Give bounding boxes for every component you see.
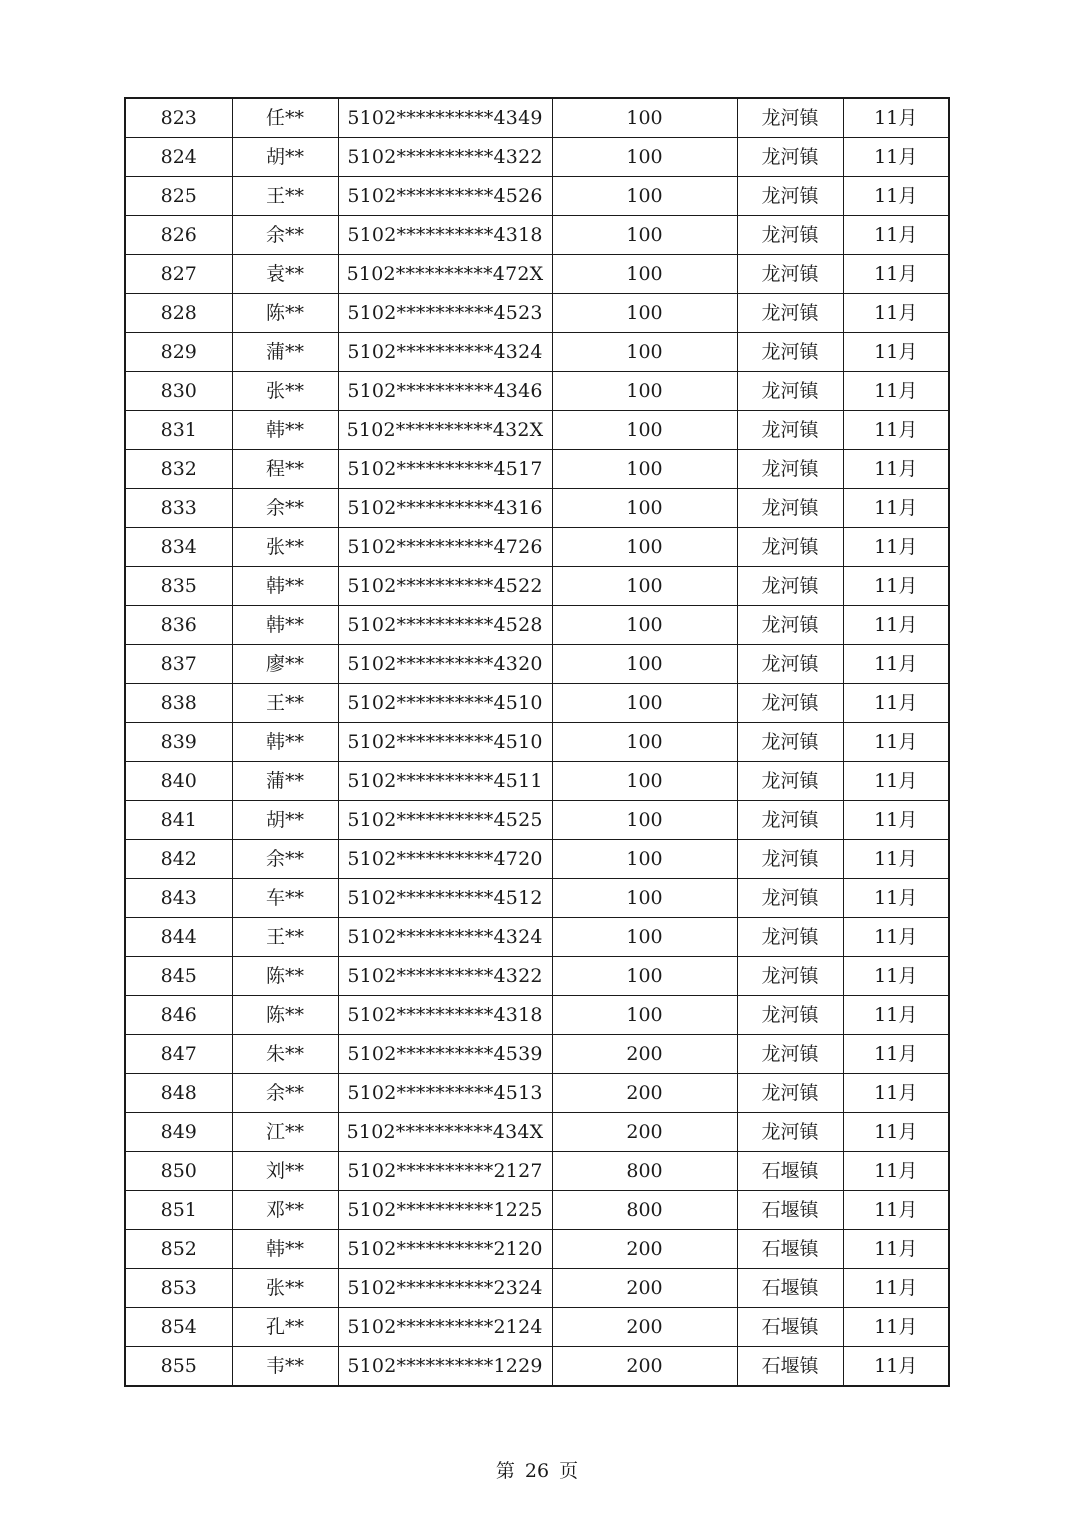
name-cell: 胡** <box>232 138 338 177</box>
table-row <box>125 489 949 528</box>
town-cell: 石堰镇 <box>737 1152 843 1191</box>
id-number-cell: 5102**********4517 <box>338 450 552 489</box>
town-cell: 龙河镇 <box>737 177 843 216</box>
row-number-cell: 842 <box>125 840 232 879</box>
id-number-cell: 5102**********4322 <box>338 957 552 996</box>
amount-cell: 200 <box>552 1347 737 1387</box>
name-cell: 张** <box>232 372 338 411</box>
id-number-cell: 5102**********4522 <box>338 567 552 606</box>
name-cell: 胡** <box>232 801 338 840</box>
name-cell: 韩** <box>232 606 338 645</box>
name-cell: 余** <box>232 216 338 255</box>
amount-cell: 200 <box>552 1308 737 1347</box>
name-cell: 蒲** <box>232 333 338 372</box>
id-number-cell: 5102**********434X <box>338 1113 552 1152</box>
id-number-cell: 5102**********2127 <box>338 1152 552 1191</box>
town-cell: 龙河镇 <box>737 98 843 138</box>
row-number-cell: 824 <box>125 138 232 177</box>
month-cell: 11月 <box>843 1152 949 1191</box>
town-cell: 龙河镇 <box>737 762 843 801</box>
page-number: 26 <box>524 1460 550 1482</box>
amount-cell: 100 <box>552 879 737 918</box>
month-cell: 11月 <box>843 1347 949 1387</box>
id-number-cell: 5102**********4324 <box>338 333 552 372</box>
id-number-cell: 5102**********2120 <box>338 1230 552 1269</box>
table-row <box>125 1347 949 1387</box>
town-cell: 龙河镇 <box>737 1035 843 1074</box>
name-cell: 张** <box>232 1269 338 1308</box>
name-cell: 余** <box>232 489 338 528</box>
row-number-cell: 835 <box>125 567 232 606</box>
name-cell: 蒲** <box>232 762 338 801</box>
amount-cell: 100 <box>552 840 737 879</box>
roster-table <box>124 97 950 1387</box>
table-row <box>125 138 949 177</box>
amount-cell: 100 <box>552 450 737 489</box>
row-number-cell: 848 <box>125 1074 232 1113</box>
table-row <box>125 762 949 801</box>
amount-cell: 100 <box>552 723 737 762</box>
month-cell: 11月 <box>843 606 949 645</box>
name-cell: 王** <box>232 918 338 957</box>
row-number-cell: 846 <box>125 996 232 1035</box>
table-row <box>125 801 949 840</box>
roster-table-body <box>125 98 949 1386</box>
id-number-cell: 5102**********432X <box>338 411 552 450</box>
page-footer <box>0 1456 1074 1483</box>
town-cell: 龙河镇 <box>737 528 843 567</box>
table-row <box>125 996 949 1035</box>
row-number-cell: 823 <box>125 98 232 138</box>
name-cell: 袁** <box>232 255 338 294</box>
name-cell: 韩** <box>232 1230 338 1269</box>
row-number-cell: 844 <box>125 918 232 957</box>
month-cell: 11月 <box>843 216 949 255</box>
month-cell: 11月 <box>843 996 949 1035</box>
row-number-cell: 828 <box>125 294 232 333</box>
amount-cell: 100 <box>552 372 737 411</box>
amount-cell: 200 <box>552 1230 737 1269</box>
table-row <box>125 294 949 333</box>
month-cell: 11月 <box>843 98 949 138</box>
month-cell: 11月 <box>843 645 949 684</box>
table-row <box>125 645 949 684</box>
name-cell: 余** <box>232 840 338 879</box>
town-cell: 龙河镇 <box>737 606 843 645</box>
table-row <box>125 1308 949 1347</box>
name-cell: 陈** <box>232 957 338 996</box>
id-number-cell: 5102**********1229 <box>338 1347 552 1387</box>
row-number-cell: 847 <box>125 1035 232 1074</box>
row-number-cell: 843 <box>125 879 232 918</box>
row-number-cell: 830 <box>125 372 232 411</box>
name-cell: 任** <box>232 98 338 138</box>
name-cell: 朱** <box>232 1035 338 1074</box>
town-cell: 龙河镇 <box>737 489 843 528</box>
month-cell: 11月 <box>843 1113 949 1152</box>
row-number-cell: 831 <box>125 411 232 450</box>
id-number-cell: 5102**********4318 <box>338 216 552 255</box>
id-number-cell: 5102**********4539 <box>338 1035 552 1074</box>
page-footer-suffix: 页 <box>559 1460 579 1482</box>
town-cell: 石堰镇 <box>737 1191 843 1230</box>
table-row <box>125 372 949 411</box>
row-number-cell: 826 <box>125 216 232 255</box>
name-cell: 孔** <box>232 1308 338 1347</box>
row-number-cell: 840 <box>125 762 232 801</box>
amount-cell: 100 <box>552 98 737 138</box>
town-cell: 龙河镇 <box>737 1074 843 1113</box>
name-cell: 韩** <box>232 723 338 762</box>
id-number-cell: 5102**********4510 <box>338 684 552 723</box>
row-number-cell: 845 <box>125 957 232 996</box>
row-number-cell: 832 <box>125 450 232 489</box>
town-cell: 龙河镇 <box>737 801 843 840</box>
month-cell: 11月 <box>843 450 949 489</box>
month-cell: 11月 <box>843 528 949 567</box>
town-cell: 石堰镇 <box>737 1347 843 1387</box>
row-number-cell: 839 <box>125 723 232 762</box>
month-cell: 11月 <box>843 1269 949 1308</box>
id-number-cell: 5102**********4513 <box>338 1074 552 1113</box>
month-cell: 11月 <box>843 801 949 840</box>
table-row <box>125 1269 949 1308</box>
town-cell: 龙河镇 <box>737 996 843 1035</box>
name-cell: 陈** <box>232 996 338 1035</box>
row-number-cell: 841 <box>125 801 232 840</box>
table-row <box>125 333 949 372</box>
amount-cell: 100 <box>552 333 737 372</box>
town-cell: 龙河镇 <box>737 450 843 489</box>
month-cell: 11月 <box>843 879 949 918</box>
table-row <box>125 177 949 216</box>
table-row <box>125 1191 949 1230</box>
amount-cell: 100 <box>552 801 737 840</box>
month-cell: 11月 <box>843 957 949 996</box>
id-number-cell: 5102**********4528 <box>338 606 552 645</box>
amount-cell: 100 <box>552 957 737 996</box>
row-number-cell: 825 <box>125 177 232 216</box>
month-cell: 11月 <box>843 255 949 294</box>
name-cell: 余** <box>232 1074 338 1113</box>
table-row <box>125 957 949 996</box>
amount-cell: 100 <box>552 762 737 801</box>
town-cell: 龙河镇 <box>737 333 843 372</box>
amount-cell: 100 <box>552 294 737 333</box>
table-row <box>125 1152 949 1191</box>
amount-cell: 200 <box>552 1074 737 1113</box>
month-cell: 11月 <box>843 489 949 528</box>
amount-cell: 100 <box>552 918 737 957</box>
row-number-cell: 854 <box>125 1308 232 1347</box>
row-number-cell: 834 <box>125 528 232 567</box>
month-cell: 11月 <box>843 918 949 957</box>
month-cell: 11月 <box>843 1230 949 1269</box>
amount-cell: 200 <box>552 1269 737 1308</box>
row-number-cell: 833 <box>125 489 232 528</box>
town-cell: 龙河镇 <box>737 957 843 996</box>
name-cell: 江** <box>232 1113 338 1152</box>
month-cell: 11月 <box>843 567 949 606</box>
id-number-cell: 5102**********4322 <box>338 138 552 177</box>
row-number-cell: 852 <box>125 1230 232 1269</box>
month-cell: 11月 <box>843 1074 949 1113</box>
town-cell: 龙河镇 <box>737 840 843 879</box>
id-number-cell: 5102**********2124 <box>338 1308 552 1347</box>
amount-cell: 100 <box>552 255 737 294</box>
amount-cell: 100 <box>552 216 737 255</box>
table-row <box>125 528 949 567</box>
amount-cell: 200 <box>552 1113 737 1152</box>
name-cell: 王** <box>232 177 338 216</box>
name-cell: 廖** <box>232 645 338 684</box>
amount-cell: 100 <box>552 177 737 216</box>
town-cell: 龙河镇 <box>737 216 843 255</box>
id-number-cell: 5102**********4525 <box>338 801 552 840</box>
town-cell: 石堰镇 <box>737 1308 843 1347</box>
amount-cell: 100 <box>552 411 737 450</box>
id-number-cell: 5102**********4510 <box>338 723 552 762</box>
id-number-cell: 5102**********1225 <box>338 1191 552 1230</box>
town-cell: 龙河镇 <box>737 138 843 177</box>
name-cell: 邓** <box>232 1191 338 1230</box>
town-cell: 龙河镇 <box>737 294 843 333</box>
month-cell: 11月 <box>843 372 949 411</box>
name-cell: 王** <box>232 684 338 723</box>
amount-cell: 800 <box>552 1191 737 1230</box>
id-number-cell: 5102**********4512 <box>338 879 552 918</box>
id-number-cell: 5102**********472X <box>338 255 552 294</box>
amount-cell: 100 <box>552 489 737 528</box>
row-number-cell: 829 <box>125 333 232 372</box>
town-cell: 龙河镇 <box>737 645 843 684</box>
amount-cell: 100 <box>552 567 737 606</box>
table-row <box>125 723 949 762</box>
town-cell: 龙河镇 <box>737 567 843 606</box>
month-cell: 11月 <box>843 177 949 216</box>
amount-cell: 100 <box>552 996 737 1035</box>
name-cell: 刘** <box>232 1152 338 1191</box>
month-cell: 11月 <box>843 684 949 723</box>
id-number-cell: 5102**********4511 <box>338 762 552 801</box>
id-number-cell: 5102**********4318 <box>338 996 552 1035</box>
table-row <box>125 567 949 606</box>
table-row <box>125 918 949 957</box>
table-row <box>125 450 949 489</box>
page-footer-prefix: 第 <box>495 1460 515 1482</box>
month-cell: 11月 <box>843 840 949 879</box>
row-number-cell: 849 <box>125 1113 232 1152</box>
table-row <box>125 411 949 450</box>
row-number-cell: 855 <box>125 1347 232 1387</box>
table-row <box>125 1113 949 1152</box>
id-number-cell: 5102**********4316 <box>338 489 552 528</box>
amount-cell: 100 <box>552 684 737 723</box>
town-cell: 石堰镇 <box>737 1269 843 1308</box>
table-row <box>125 1230 949 1269</box>
row-number-cell: 838 <box>125 684 232 723</box>
town-cell: 石堰镇 <box>737 1230 843 1269</box>
row-number-cell: 850 <box>125 1152 232 1191</box>
table-row <box>125 684 949 723</box>
table-row <box>125 879 949 918</box>
id-number-cell: 5102**********4349 <box>338 98 552 138</box>
amount-cell: 100 <box>552 528 737 567</box>
month-cell: 11月 <box>843 294 949 333</box>
row-number-cell: 851 <box>125 1191 232 1230</box>
name-cell: 车** <box>232 879 338 918</box>
table-row <box>125 1035 949 1074</box>
id-number-cell: 5102**********4523 <box>338 294 552 333</box>
id-number-cell: 5102**********4526 <box>338 177 552 216</box>
town-cell: 龙河镇 <box>737 411 843 450</box>
month-cell: 11月 <box>843 723 949 762</box>
id-number-cell: 5102**********2324 <box>338 1269 552 1308</box>
town-cell: 龙河镇 <box>737 918 843 957</box>
name-cell: 韩** <box>232 567 338 606</box>
row-number-cell: 853 <box>125 1269 232 1308</box>
amount-cell: 100 <box>552 645 737 684</box>
name-cell: 张** <box>232 528 338 567</box>
id-number-cell: 5102**********4726 <box>338 528 552 567</box>
row-number-cell: 837 <box>125 645 232 684</box>
name-cell: 韦** <box>232 1347 338 1387</box>
month-cell: 11月 <box>843 762 949 801</box>
amount-cell: 100 <box>552 606 737 645</box>
table-row <box>125 1074 949 1113</box>
table-row <box>125 216 949 255</box>
amount-cell: 200 <box>552 1035 737 1074</box>
id-number-cell: 5102**********4346 <box>338 372 552 411</box>
month-cell: 11月 <box>843 1308 949 1347</box>
town-cell: 龙河镇 <box>737 372 843 411</box>
row-number-cell: 827 <box>125 255 232 294</box>
month-cell: 11月 <box>843 138 949 177</box>
table-row <box>125 606 949 645</box>
row-number-cell: 836 <box>125 606 232 645</box>
town-cell: 龙河镇 <box>737 255 843 294</box>
id-number-cell: 5102**********4720 <box>338 840 552 879</box>
town-cell: 龙河镇 <box>737 1113 843 1152</box>
name-cell: 韩** <box>232 411 338 450</box>
month-cell: 11月 <box>843 333 949 372</box>
town-cell: 龙河镇 <box>737 684 843 723</box>
id-number-cell: 5102**********4320 <box>338 645 552 684</box>
town-cell: 龙河镇 <box>737 723 843 762</box>
table-row <box>125 255 949 294</box>
amount-cell: 100 <box>552 138 737 177</box>
table-row <box>125 98 949 138</box>
town-cell: 龙河镇 <box>737 879 843 918</box>
table-row <box>125 840 949 879</box>
name-cell: 陈** <box>232 294 338 333</box>
month-cell: 11月 <box>843 1191 949 1230</box>
month-cell: 11月 <box>843 411 949 450</box>
month-cell: 11月 <box>843 1035 949 1074</box>
id-number-cell: 5102**********4324 <box>338 918 552 957</box>
name-cell: 程** <box>232 450 338 489</box>
amount-cell: 800 <box>552 1152 737 1191</box>
